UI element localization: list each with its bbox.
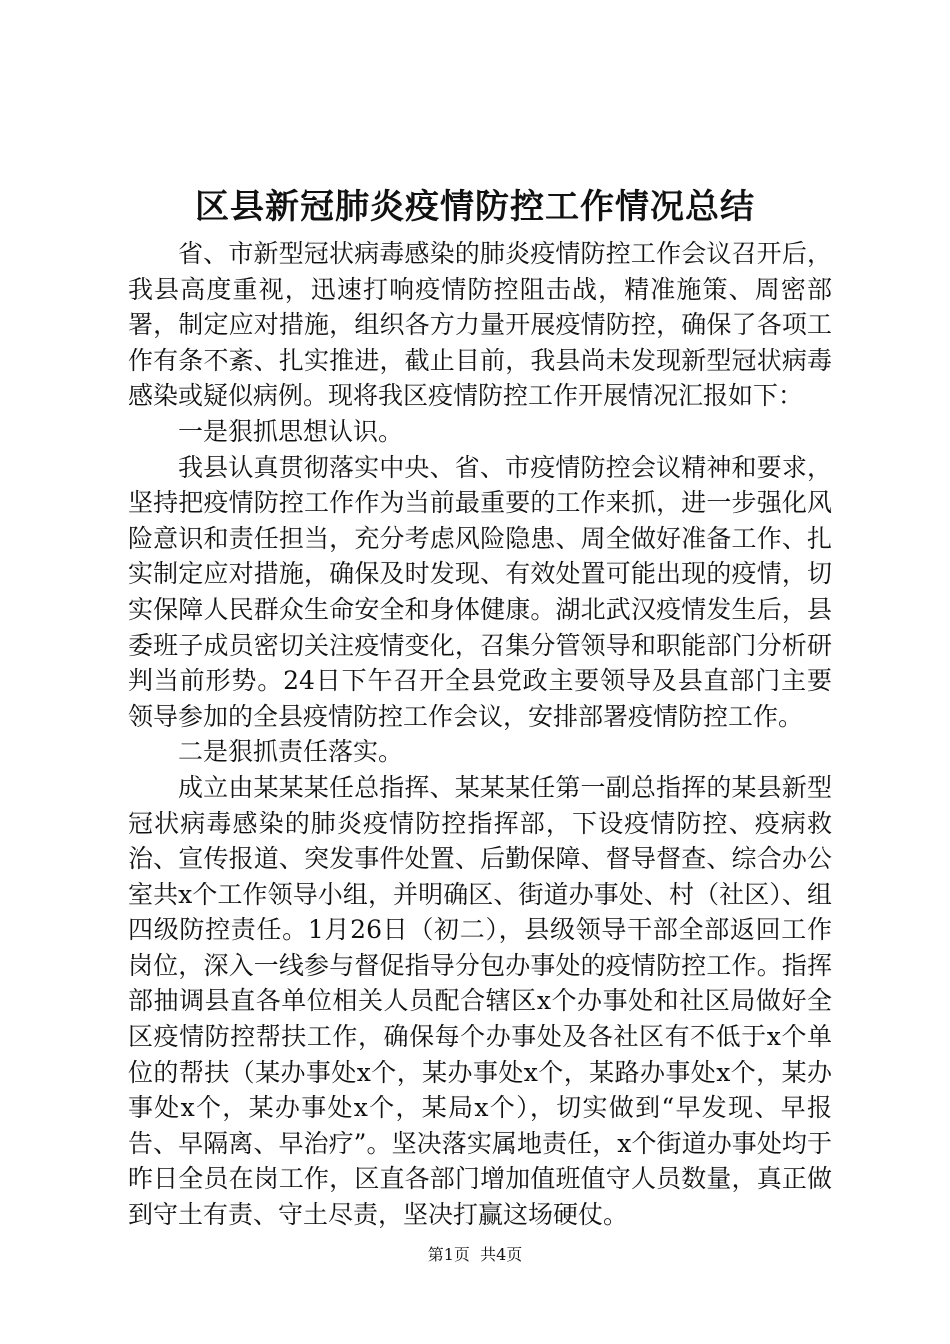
paragraph-section-2: 成立由某某某任总指挥、某某某任第一副总指挥的某县新型冠状病毒感染的肺炎疫情防控指挥部，下设疫情防控、疫病救治、宣传报道、突发事件处置、后勤保障、督导督查、综合办公室共x个工作领导小组，并明确区、街道办事处、村（社区）、组四级防控责任。1月26日（初二），县级领导干部全部返回工作岗位，深入一线参与督促指导分包办事处的疫情防控工作。指挥部抽调县直各单位相关人员配合辖区x个办事处和社区局做好全区疫情防控帮扶工作，确保每个办事处及各社区有不低于x个单位的帮扶（某办事处x个，某办事处x个，某路办事处x个，某办事处x个，某办事处x个，某局x个），切实做到“早发现、早报告、早隔离、早治疗”。坚决落实属地责任，x个街道办事处均于昨日全员在岗工作，区直各部门增加值班值守人员数量，真正做到守土有责、守土尽责，坚决打赢这场硬仗。 (128, 772, 832, 1230)
section-heading-2: 二是狠抓责任落实。 (178, 737, 404, 767)
page-total: 共4页 (480, 1245, 523, 1264)
document-body (128, 236, 832, 1233)
page-number: 第1页 (427, 1245, 470, 1264)
document-title: 区县新冠肺炎疫情防控工作情况总结 (195, 187, 755, 227)
paragraph-section-1: 我县认真贯彻落实中央、省、市疫情防控会议精神和要求，坚持把疫情防控工作作为当前最重要的工作来抓，进一步强化风险意识和责任担当，充分考虑风险隐患、周全做好准备工作、扎实制定应对措施，确保及时发现、有效处置可能出现的疫情，切实保障人民群众生命安全和身体健康。湖北武汉疫情发生后，县委班子成员密切关注疫情变化，召集分管领导和职能部门分析研判当前形势。24日下午召开全县党政主要领导及县直部门主要领导参加的全县疫情防控工作会议，安排部署疫情防控工作。 (128, 452, 832, 731)
paragraph-intro: 省、市新型冠状病毒感染的肺炎疫情防控工作会议召开后，我县高度重视，迅速打响疫情防控阻击战，精准施策、周密部署，制定应对措施，组织各方力量开展疫情防控，确保了各项工作有条不紊、扎实推进，截止目前，我县尚未发现新型冠状病毒感染或疑似病例。现将我区疫情防控工作开展情况汇报如下： (128, 239, 832, 411)
section-heading-1: 一是狠抓思想认识。 (178, 416, 404, 446)
page-footer (0, 1243, 950, 1267)
